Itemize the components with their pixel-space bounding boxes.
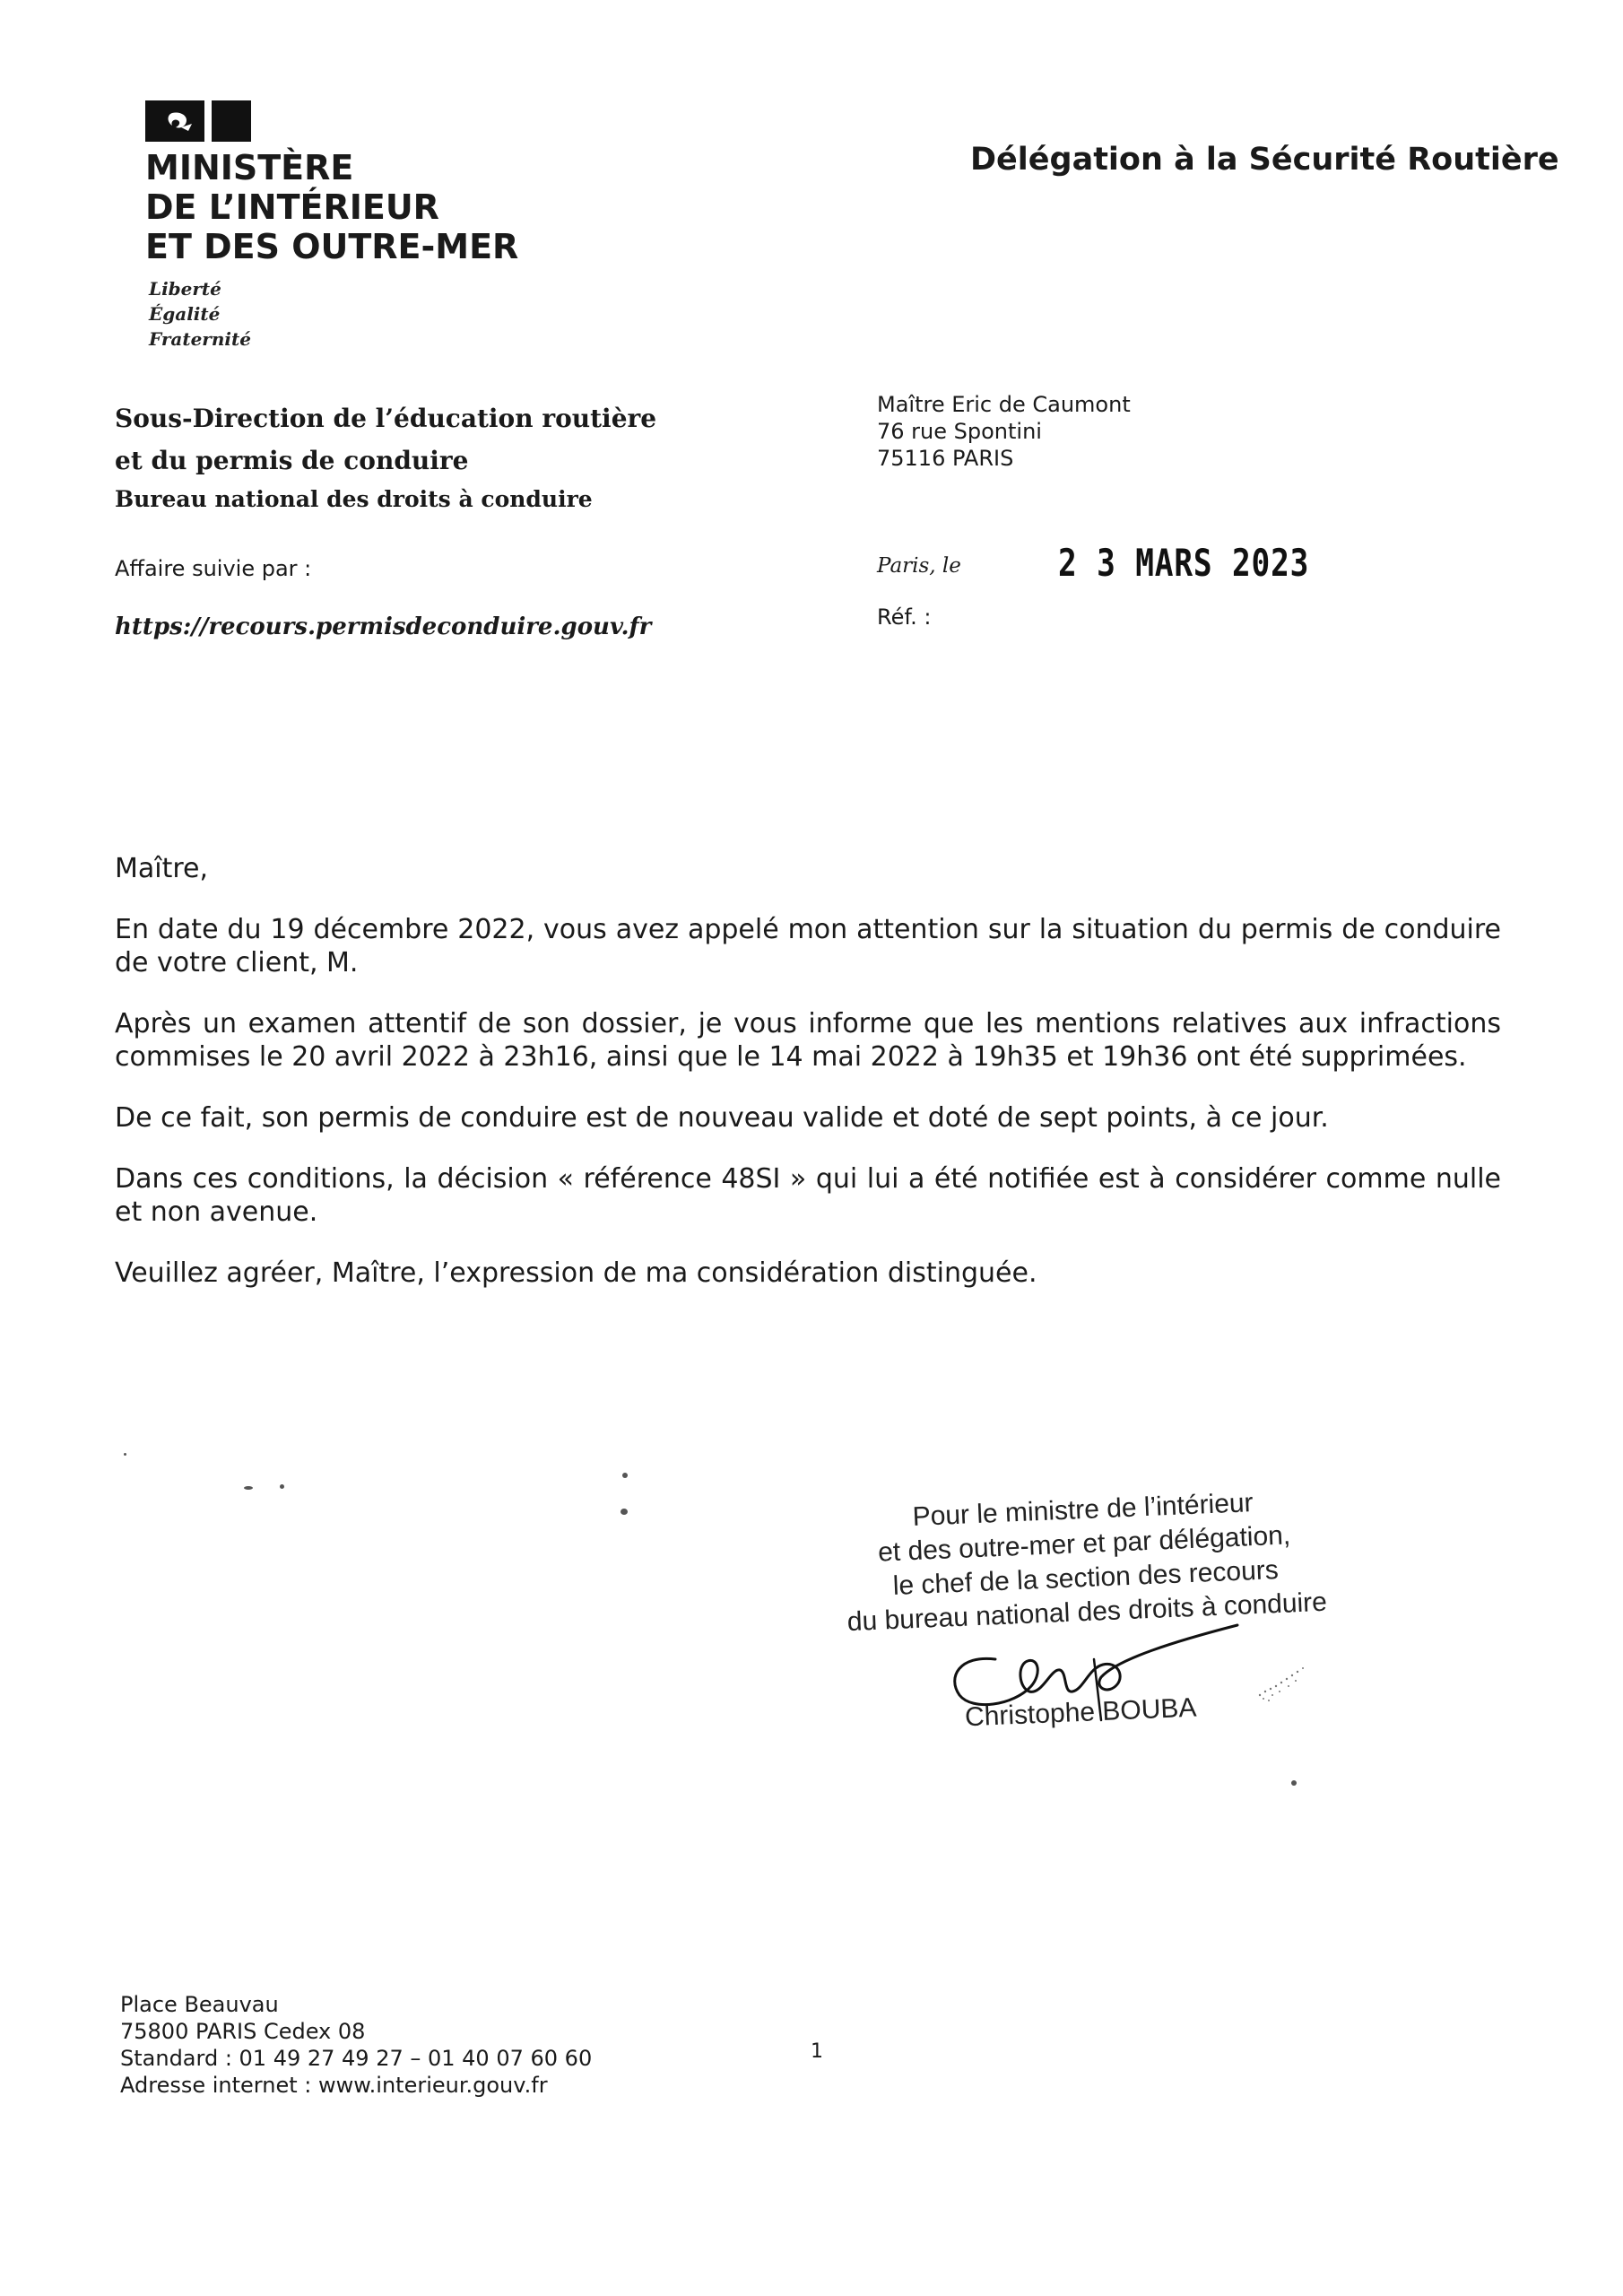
- paragraph-1: En date du 19 décembre 2022, vous avez appelé mon attention sur la situation du permis de conduire de votre client, M.: [115, 914, 1501, 978]
- motto-egalite: Égalité: [149, 303, 221, 325]
- paragraph-2: Après un examen attentif de son dossier, je vous informe que les mentions relatives aux infractions commises le 20 avril 2022 à 23h16, ainsi que le 14 mai 2022 à 19h35 et 19h36 ont été supprimées.: [115, 1008, 1501, 1073]
- scan-mark: [622, 1473, 628, 1478]
- ministry-line-1: MINISTÈRE: [145, 148, 354, 187]
- scan-mark: [244, 1486, 253, 1490]
- motto-liberte: Liberté: [149, 278, 221, 300]
- scan-mark: [280, 1484, 284, 1489]
- recipient-name: Maître Eric de Caumont: [877, 392, 1131, 417]
- service-line-1: Sous-Direction de l’éducation routière: [115, 404, 657, 433]
- place-label: Paris, le: [877, 554, 961, 578]
- stamp-speckles: [1251, 1659, 1314, 1704]
- delegation-title: Délégation à la Sécurité Routière: [970, 142, 1559, 178]
- service-line-3: Bureau national des droits à conduire: [115, 486, 593, 512]
- scan-mark: [124, 1453, 126, 1456]
- ministry-line-2: DE L’INTÉRIEUR: [145, 187, 439, 227]
- footer-address: [120, 1991, 592, 2099]
- date-stamp: 2 3 MARS 2023: [1058, 541, 1310, 585]
- signature-line-3: le chef de la section des recours: [892, 1554, 1280, 1601]
- scan-mark: [1291, 1780, 1297, 1786]
- signature-line-2: et des outre-mer et par délégation,: [877, 1520, 1291, 1568]
- republic-motto: [149, 276, 251, 352]
- ministry-name: [145, 148, 518, 266]
- salutation: Maître,: [115, 853, 209, 884]
- recipient-city: 75116 PARIS: [877, 446, 1014, 471]
- footer-line-2: 75800 PARIS Cedex 08: [120, 2019, 366, 2044]
- signature-line-1: Pour le ministre de l’intérieur: [911, 1488, 1254, 1532]
- followed-by-label: Affaire suivie par :: [115, 556, 312, 581]
- paragraph-4: Dans ces conditions, la décision « référence 48SI » qui lui a été notifiée est à considérer comme nulle et non avenue.: [115, 1163, 1501, 1228]
- paragraph-5: Veuillez agréer, Maître, l’expression de ma considération distinguée.: [115, 1257, 1037, 1289]
- recipient-street: 76 rue Spontini: [877, 419, 1042, 444]
- ministry-line-3: ET DES OUTRE-MER: [145, 227, 519, 266]
- motto-fraternite: Fraternité: [149, 328, 251, 350]
- scan-mark: [621, 1509, 628, 1515]
- recourse-website-link[interactable]: https://recours.permisdeconduire.gouv.fr: [115, 613, 652, 640]
- recipient-address: [877, 391, 1131, 472]
- footer-line-3: Standard : 01 49 27 49 27 – 01 40 07 60 60: [120, 2046, 593, 2071]
- page-number: 1: [811, 2040, 823, 2063]
- paragraph-3: De ce fait, son permis de conduire est de nouveau valide et doté de sept points, à ce jour.: [115, 1102, 1329, 1134]
- footer-line-4: Adresse internet : www.interieur.gouv.fr: [120, 2073, 548, 2098]
- signature-line-4: du bureau national des droits à conduire: [846, 1587, 1328, 1638]
- footer-line-1: Place Beauvau: [120, 1992, 279, 2017]
- service-block: [115, 397, 656, 517]
- letter-body: [115, 852, 1501, 1318]
- marianne-logo: [145, 100, 251, 142]
- reference-label: Réf. :: [877, 604, 932, 630]
- signatory-name: Christophe BOUBA: [964, 1692, 1198, 1733]
- service-line-2: et du permis de conduire: [115, 446, 469, 475]
